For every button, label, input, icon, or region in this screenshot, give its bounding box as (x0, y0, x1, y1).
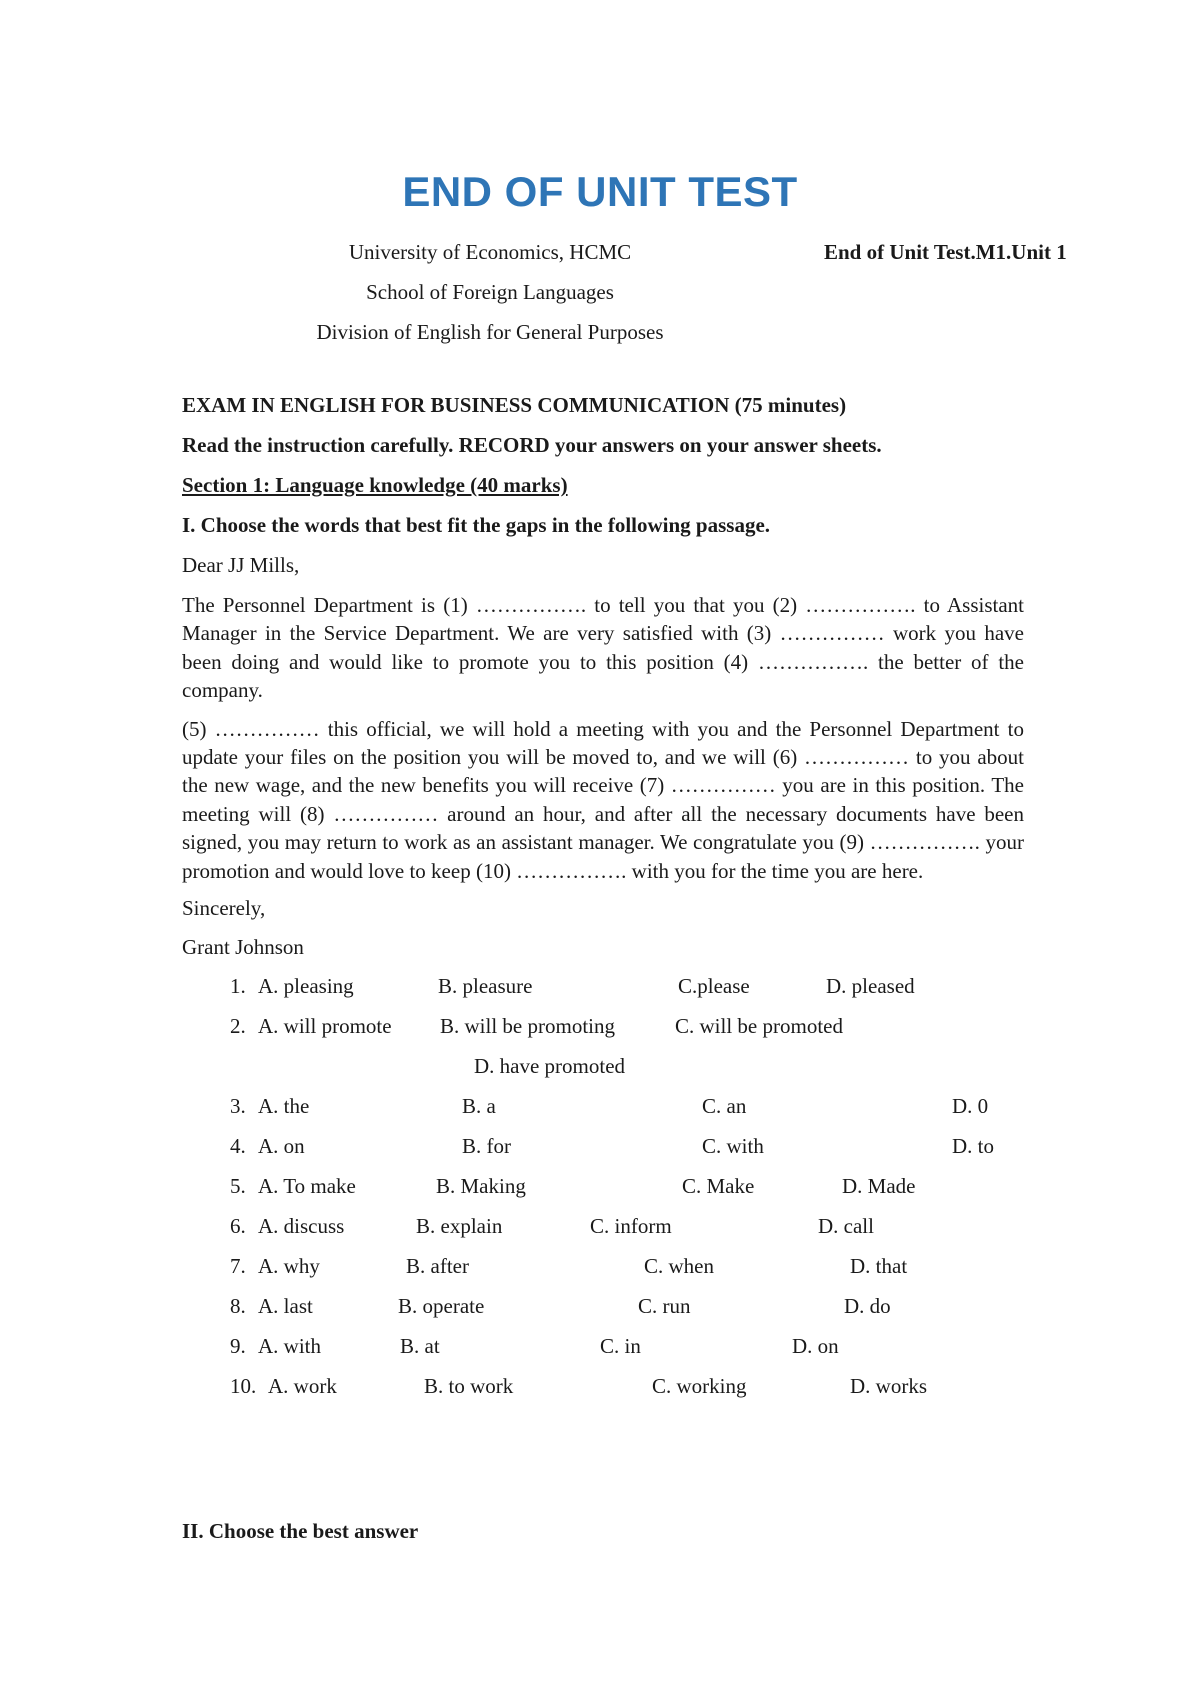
letter-signature: Grant Johnson (182, 935, 304, 960)
section-1-title: Section 1: Language knowledge (40 marks) (182, 473, 568, 497)
option-b: B. to work (424, 1374, 514, 1399)
option-b: B. pleasure (438, 974, 533, 999)
option-d: D. on (792, 1334, 839, 1359)
option-d: D. 0 (952, 1094, 989, 1119)
part-2-title: II. Choose the best answer (182, 1519, 419, 1543)
question-number: 8. (230, 1294, 246, 1319)
option-c: C. working (652, 1374, 747, 1399)
option-d: D. to (952, 1134, 994, 1159)
question-number: 10. (230, 1374, 257, 1399)
question-item (182, 1173, 1024, 1213)
option-d: D. that (850, 1254, 908, 1279)
question-number: 4. (230, 1134, 246, 1159)
option-b: B. for (462, 1134, 511, 1159)
option-c: C. with (702, 1134, 764, 1159)
question-item (182, 1253, 1024, 1293)
question-item (182, 1013, 1024, 1053)
question-number: 9. (230, 1334, 246, 1359)
option-c: C. run (638, 1294, 691, 1319)
option-a: A. will promote (258, 1014, 392, 1039)
question-number: 1. (230, 974, 246, 999)
letter-paragraph-2: (5) …………… this official, we will hold a meeting with you and the Personnel Department to update your files on the position you will be moved to, and we will (6) …………… to you about the new wage, and the new benefits you will receive (7) …………… you are in this position. The meeting will (8) …………… around an hour, and after all the necessary documents have been signed, you may return to work as an assistant manager. We congratulate you (9) ……………. your promotion and would love to keep (10) ……………. with you for the time you are here. (182, 716, 1024, 883)
option-a: A. last (258, 1294, 313, 1319)
question-number: 5. (230, 1174, 246, 1199)
question-item (182, 1213, 1024, 1253)
question-item (182, 1333, 1024, 1373)
option-a: A. work (268, 1374, 337, 1399)
option-c: C. in (600, 1334, 641, 1359)
university-name: University of Economics, HCMC (348, 240, 632, 264)
question-item-continued (182, 1053, 1024, 1093)
option-a: A. pleasing (258, 974, 354, 999)
option-d: D. Made (842, 1174, 916, 1199)
option-b: B. explain (416, 1214, 503, 1239)
school-name: School of Foreign Languages (366, 280, 614, 304)
option-d: D. pleased (826, 974, 915, 999)
option-c: C. an (702, 1094, 747, 1119)
option-d: D. call (818, 1214, 874, 1239)
question-item (182, 973, 1024, 1013)
unit-code: End of Unit Test.M1.Unit 1 (824, 240, 1067, 264)
option-a: A. with (258, 1334, 321, 1359)
option-b: B. operate (398, 1294, 485, 1319)
exam-content (182, 392, 1024, 1413)
option-a: A. To make (258, 1174, 356, 1199)
question-number: 3. (230, 1094, 246, 1119)
option-d: D. have promoted (474, 1054, 626, 1079)
question-number: 2. (230, 1014, 246, 1039)
option-b: B. a (462, 1094, 496, 1119)
question-item (182, 1133, 1024, 1173)
option-b: B. will be promoting (440, 1014, 615, 1039)
option-c: C. inform (590, 1214, 672, 1239)
option-b: B. at (400, 1334, 440, 1359)
division-name: Division of English for General Purposes (316, 320, 664, 344)
option-c: C.please (678, 974, 750, 999)
letter-paragraph-1: The Personnel Department is (1) ……………. to tell you that you (2) ……………. to Assistant Manager in the Service Department. We are very satisfied with (3) …………… work you have been doing and would like to promote you to this position (4) ……………. the better of the company. (182, 593, 1024, 703)
option-b: B. Making (436, 1174, 526, 1199)
instruction: Read the instruction carefully. RECORD your answers on your answer sheets. (182, 433, 882, 457)
option-a: A. why (258, 1254, 320, 1279)
option-a: A. the (258, 1094, 310, 1119)
option-a: A. on (258, 1134, 305, 1159)
question-item (182, 1373, 1024, 1413)
page-title: END OF UNIT TEST (402, 168, 798, 215)
question-item (182, 1293, 1024, 1333)
option-d: D. do (844, 1294, 891, 1319)
question-item (182, 1093, 1024, 1133)
option-a: A. discuss (258, 1214, 345, 1239)
question-number: 7. (230, 1254, 246, 1279)
question-list (182, 973, 1024, 1413)
option-c: C. when (644, 1254, 714, 1279)
part-1-title: I. Choose the words that best fit the gaps in the following passage. (182, 513, 771, 537)
option-c: C. will be promoted (675, 1014, 843, 1039)
option-d: D. works (850, 1374, 927, 1399)
letter-salutation: Dear JJ Mills, (182, 553, 300, 577)
institution-header (190, 232, 790, 352)
question-number: 6. (230, 1214, 246, 1239)
exam-title: EXAM IN ENGLISH FOR BUSINESS COMMUNICATION (75 minutes) (182, 393, 847, 417)
letter-closing: Sincerely, (182, 896, 266, 921)
option-b: B. after (406, 1254, 469, 1279)
option-c: C. Make (682, 1174, 755, 1199)
